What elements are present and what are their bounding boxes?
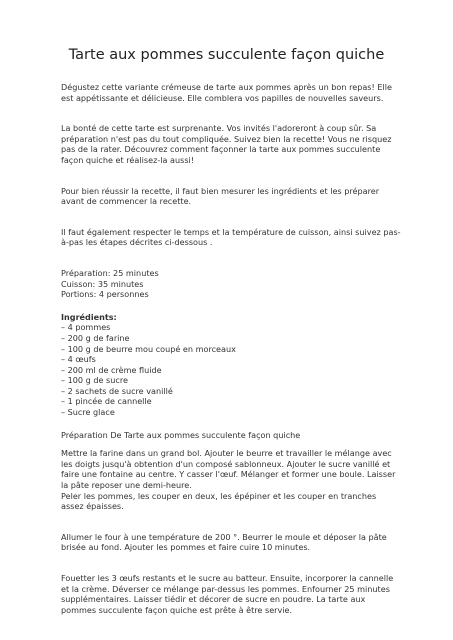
ingredient-item: – Sucre glace xyxy=(61,407,115,418)
cooking-time: Cuisson: 35 minutes xyxy=(61,278,144,289)
ingredient-item: – 2 sachets de sucre vanillé xyxy=(61,385,173,396)
ingredient-item: – 200 g de farine xyxy=(61,332,130,343)
ingredient-item: – 100 g de sucre xyxy=(61,375,128,386)
preparation-step-2: Peler les pommes, les couper en deux, les épépiner et les couper en tranches assez épaisses. xyxy=(61,490,377,512)
recipe-times xyxy=(61,268,401,300)
preparation-step-3: Allumer le four à une température de 200 °. Beurrer le moule et déposer la pâte brisée au fond. Ajouter les pommes et faire cuire 10 minutes. xyxy=(61,531,387,553)
ingredient-item: – 1 pincée de cannelle xyxy=(61,396,152,407)
ingredients-heading: Ingrédients: xyxy=(61,311,117,322)
intro-paragraph-4: Il faut également respecter le temps et la température de cuisson, ainsi suivez pas-à-pas les étapes décrites ci-dessous . xyxy=(61,226,401,248)
intro-paragraph-3: Pour bien réussir la recette, il faut bien mesurer les ingrédients et les préparer avant de commencer la recette. xyxy=(61,185,380,207)
ingredient-item: – 4 œufs xyxy=(61,354,96,365)
preparation-step-4: Fouetter les 3 œufs restants et le sucre au batteur. Ensuite, incorporer la cannelle et la crème. Déverser ce mélange par-dessus les pommes. Enfourner 25 minutes supplémentaires. Laisser tiédir et décorer de sucre en poudre. La tarte aux pommes succulente façon quiche est prête à être servie. xyxy=(61,573,394,615)
ingredient-item: – 100 g de beurre mou coupé en morceaux xyxy=(61,343,236,354)
preparation-time: Préparation: 25 minutes xyxy=(61,267,159,278)
document-body xyxy=(61,82,401,615)
ingredient-item: – 200 ml de crème fluide xyxy=(61,364,162,375)
intro-paragraph-2: La bonté de cette tarte est surprenante. Vos invités l'adoreront à coup sûr. Sa préparation n'est pas du tout compliquée. Suivez bien la recette! Vous ne risquez pas de la rater. Découvrez comment façonner la tarte aux pommes succulente façon quiche et réalisez-la aussi! xyxy=(61,123,392,165)
intro-paragraph-1: Dégustez cette variante crémeuse de tarte aux pommes après un bon repas! Elle est appétissante et délicieuse. Elle comblera vos papilles de nouvelles saveurs. xyxy=(61,82,392,103)
preparation-step-1: Mettre la farine dans un grand bol. Ajouter le beurre et travailler le mélange avec les doigts jusqu'à obtention d'un composé sablonneux. Ajouter le sucre vanillé et faire une fontaine au centre. Y casser l'œuf. Mélanger et former une boule. Laisser la pâte reposer une demi-heure. xyxy=(61,448,396,491)
ingredient-item: – 4 pommes xyxy=(61,322,111,333)
portions: Portions: 4 personnes xyxy=(61,289,149,300)
ingredients-list xyxy=(61,322,401,417)
ingredients-section xyxy=(61,312,401,418)
preparation-heading: Préparation De Tarte aux pommes succulente façon quiche xyxy=(61,429,301,440)
page-title: Tarte aux pommes succulente façon quiche xyxy=(68,47,385,63)
